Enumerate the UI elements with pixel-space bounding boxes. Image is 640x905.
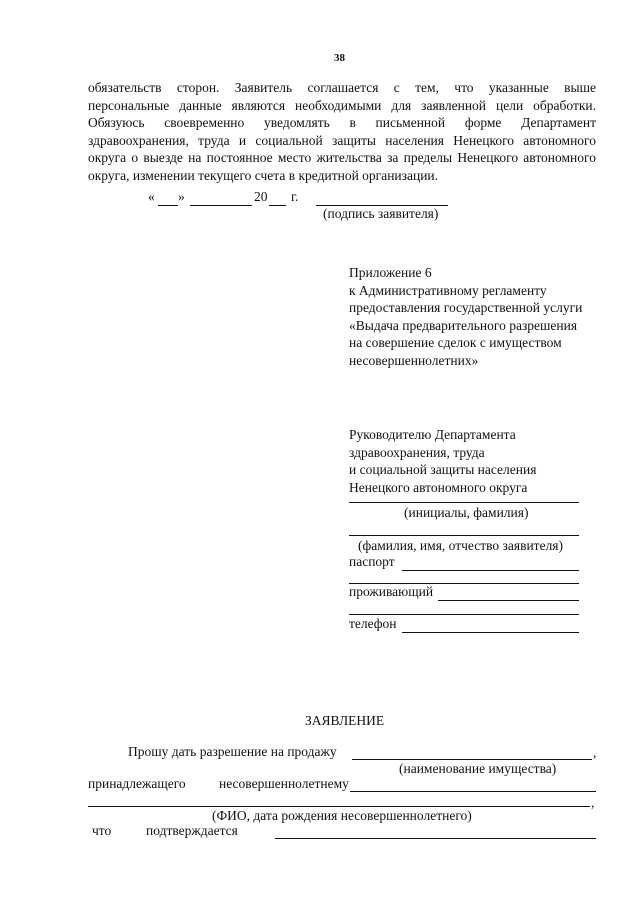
addressee-line: здравоохранения, труда [349, 444, 485, 460]
belonging-label: принадлежащего [88, 776, 186, 791]
paragraph-line: здравоохранения, труда и социальной защиты населения Ненецкого автономного [88, 132, 596, 148]
request-label: Прошу дать разрешение на продажу [128, 744, 337, 759]
year-suffix: г. [291, 189, 299, 204]
appendix-line: к Административному регламенту [349, 282, 547, 298]
phone-label: телефон [349, 616, 397, 631]
residing-label: проживающий [349, 584, 434, 599]
confirmation-field[interactable] [275, 838, 596, 839]
phone-field[interactable] [402, 632, 579, 633]
addressee-line: Ненецкого автономного округа [349, 479, 528, 495]
statement-title: ЗАЯВЛЕНИЕ [305, 713, 385, 728]
initials-caption: (инициалы, фамилия) [404, 505, 529, 520]
applicant-name-field[interactable] [349, 535, 579, 536]
day-field[interactable] [158, 205, 178, 206]
residing-field[interactable] [438, 600, 579, 601]
initials-field[interactable] [349, 502, 579, 503]
year-prefix: 20 [254, 189, 268, 204]
close-quote: » [178, 189, 185, 204]
addressee-line: Руководителю Департамента [349, 427, 516, 442]
minor-caption: (ФИО, дата рождения несовершеннолетнего) [212, 808, 472, 823]
addressee-line: и социальной защиты населения [349, 462, 537, 477]
minor-comma: , [591, 795, 595, 810]
page-number: 38 [334, 52, 345, 64]
paragraph-line: Обязуюсь своевременно уведомлять в письменной форме Департамент [88, 115, 596, 131]
that-label: что [92, 823, 112, 838]
property-field[interactable] [352, 759, 592, 760]
request-comma: , [593, 745, 597, 760]
appendix-line: на совершение сделок с имуществом [349, 335, 562, 350]
appendix-line: несовершеннолетних» [349, 352, 479, 368]
paragraph-line: округа, изменении текущего счета в кредитной организации. [88, 167, 439, 183]
appendix-line: «Выдача предварительного разрешения [349, 317, 578, 333]
month-field[interactable] [190, 205, 252, 206]
property-caption: (наименование имущества) [399, 761, 557, 776]
appendix-line: Приложение 6 [349, 265, 432, 280]
minor-field-continued[interactable] [88, 806, 590, 807]
year-field[interactable] [269, 205, 286, 206]
open-quote: « [148, 189, 155, 204]
paragraph-line: персональные данные являются необходимыми для заявленной цели обработки. [88, 97, 596, 113]
minor-label: несовершеннолетнему [219, 776, 349, 791]
paragraph-line: обязательств сторон. Заявитель соглашается с тем, что указанные выше [88, 80, 596, 95]
applicant-caption: (фамилия, имя, отчество заявителя) [358, 538, 564, 553]
passport-field[interactable] [402, 570, 579, 571]
appendix-block [349, 264, 582, 369]
confirmed-label: подтверждается [146, 823, 238, 838]
addressee-block [349, 426, 536, 496]
residing-field-continued[interactable] [349, 614, 579, 615]
appendix-line: предоставления государственной услуги [349, 300, 583, 315]
signature-caption: (подпись заявителя) [323, 206, 439, 221]
minor-field[interactable] [350, 791, 596, 792]
paragraph-line: округа о выезде на постоянное место жительства за пределы Ненецкого автономного [88, 150, 596, 166]
consent-paragraph [88, 79, 596, 185]
passport-label: паспорт [349, 554, 395, 569]
